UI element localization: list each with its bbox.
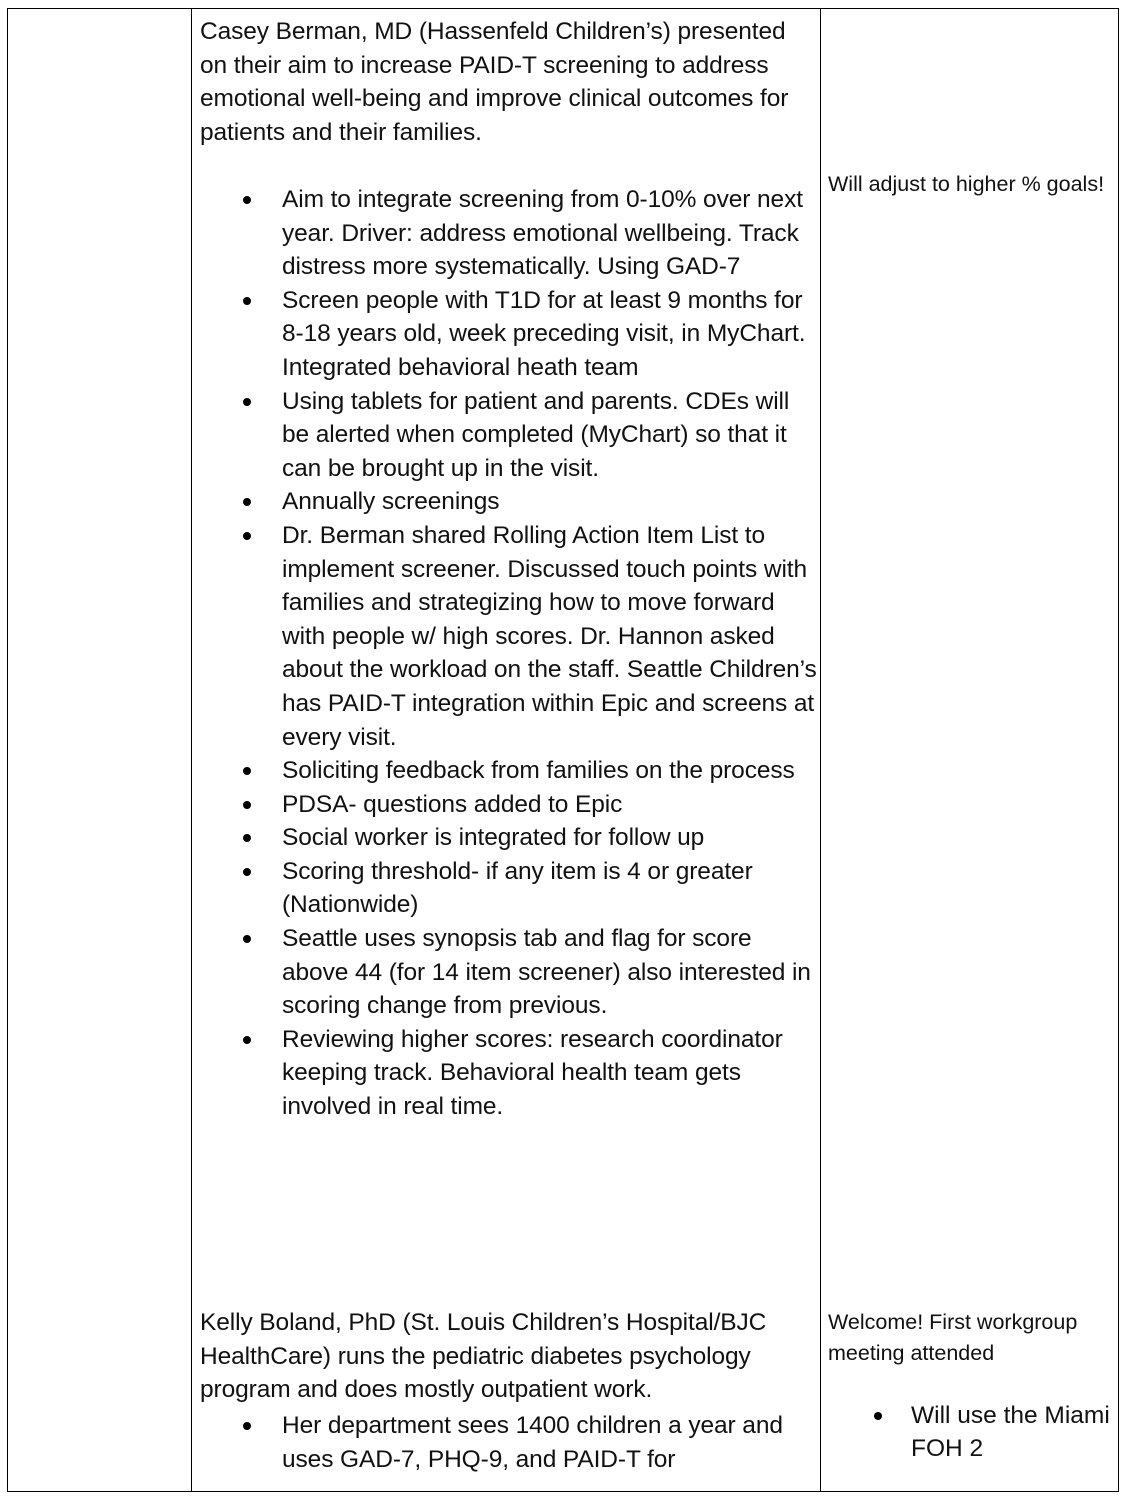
discussion-column <box>192 9 821 1491</box>
bullet-list-boland <box>200 1409 820 1476</box>
presenter-paragraph-boland: Kelly Boland, PhD (St. Louis Children’s Hospital/BJC HealthCare) runs the pediatric diabetes psychology program and does mostly outpatient work. <box>200 1309 767 1404</box>
list-item: Using tablets for patient and parents. CDEs will be alerted when completed (MyChart) so that it can be brought up in the visit. <box>200 385 820 486</box>
list-item: Will use the Miami FOH 2 <box>828 1399 1118 1465</box>
list-item: Aim to integrate screening from 0-10% over next year. Driver: address emotional wellbeing. Track distress more systematically. Using GAD-7 <box>200 183 820 284</box>
list-item: Soliciting feedback from families on the process <box>200 754 820 788</box>
list-item: Scoring threshold- if any item is 4 or greater (Nationwide) <box>200 855 820 922</box>
notes-table <box>7 8 1119 1492</box>
list-item: Her department sees 1400 children a year and uses GAD-7, PHQ-9, and PAID-T for <box>200 1409 820 1476</box>
bullet-list-berman <box>200 183 820 1124</box>
list-item: Reviewing higher scores: research coordinator keeping track. Behavioral health team gets involved in real time. <box>200 1023 820 1124</box>
list-item: PDSA- questions added to Epic <box>200 788 820 822</box>
comment-boland: Welcome! First workgroup meeting attended <box>828 1310 1078 1365</box>
list-item: Screen people with T1D for at least 9 months for 8-18 years old, week preceding visit, in MyChart. Integrated behavioral heath team <box>200 284 820 385</box>
comments-column <box>821 9 1118 1491</box>
list-item: Social worker is integrated for follow up <box>200 821 820 855</box>
list-item: Seattle uses synopsis tab and flag for score above 44 (for 14 item screener) also interested in scoring change from previous. <box>200 922 820 1023</box>
presenter-paragraph-berman: Casey Berman, MD (Hassenfeld Children’s) presented on their aim to increase PAID-T screening to address emotional well-being and improve clinical outcomes for patients and their families. <box>200 18 789 146</box>
comment-bullet-list-boland <box>828 1399 1118 1465</box>
list-item: Annually screenings <box>200 485 820 519</box>
empty-left-column <box>8 9 192 1491</box>
list-item: Dr. Berman shared Rolling Action Item List to implement screener. Discussed touch points with families and strategizing how to move forward with people w/ high scores. Dr. Hannon asked about the workload on the staff. Seattle Children’s has PAID-T integration within Epic and screens at every visit. <box>200 519 820 754</box>
comment-berman: Will adjust to higher % goals! <box>828 172 1105 196</box>
